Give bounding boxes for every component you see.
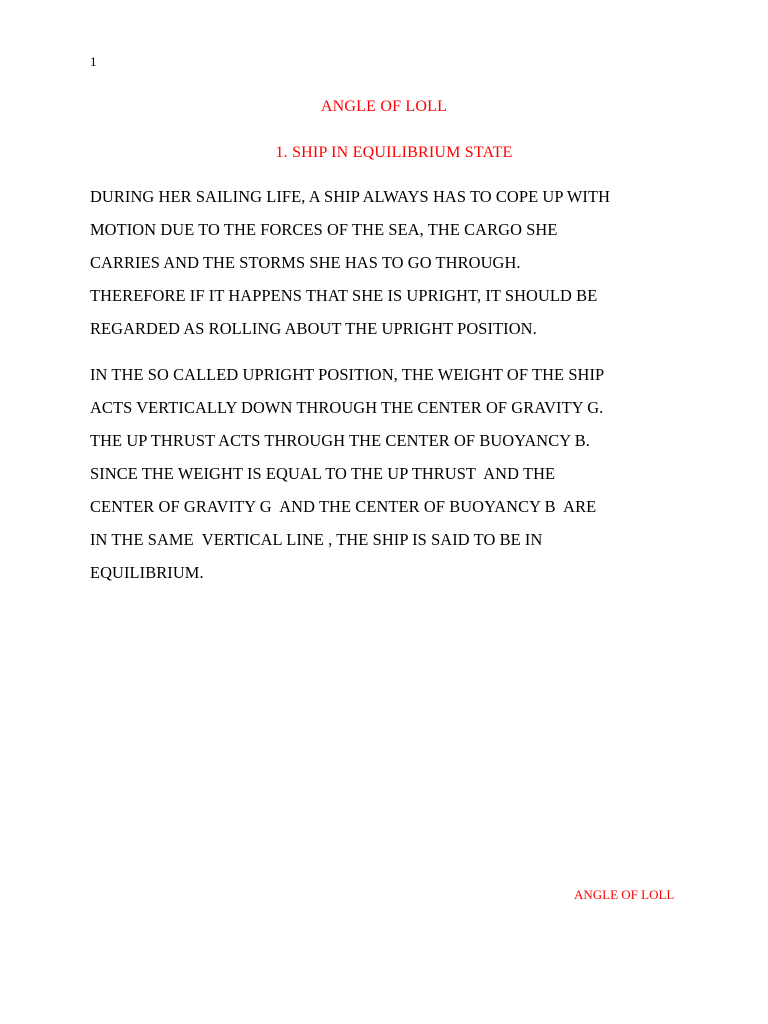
paragraph-line: THEREFORE IF IT HAPPENS THAT SHE IS UPRIGHT, IT SHOULD BE: [90, 286, 598, 305]
page-footer: ANGLE OF LOLL: [574, 887, 675, 902]
paragraph-line: IN THE SO CALLED UPRIGHT POSITION, THE WEIGHT OF THE SHIP: [90, 365, 605, 384]
section-heading: 1. SHIP IN EQUILIBRIUM STATE: [275, 144, 513, 161]
document-title: ANGLE OF LOLL: [320, 98, 448, 115]
page-number: 1: [90, 54, 97, 69]
paragraph-line: EQUILIBRIUM.: [90, 563, 204, 582]
paragraph-line: CARRIES AND THE STORMS SHE HAS TO GO THROUGH.: [90, 253, 521, 272]
paragraph-line: CENTER OF GRAVITY G AND THE CENTER OF BUOYANCY B ARE: [90, 497, 597, 516]
paragraph-line: MOTION DUE TO THE FORCES OF THE SEA, THE CARGO SHE: [90, 220, 558, 239]
paragraph-ship-motion: [90, 180, 690, 345]
paragraph-line: DURING HER SAILING LIFE, A SHIP ALWAYS HAS TO COPE UP WITH: [90, 187, 611, 206]
paragraph-line: REGARDED AS ROLLING ABOUT THE UPRIGHT POSITION.: [90, 319, 537, 338]
paragraph-line: SINCE THE WEIGHT IS EQUAL TO THE UP THRUST AND THE: [90, 464, 556, 483]
paragraph-line: ACTS VERTICALLY DOWN THROUGH THE CENTER OF GRAVITY G.: [90, 398, 604, 417]
paragraph-line: THE UP THRUST ACTS THROUGH THE CENTER OF BUOYANCY B.: [90, 431, 591, 450]
paragraph-equilibrium: [90, 358, 690, 589]
paragraph-line: IN THE SAME VERTICAL LINE , THE SHIP IS SAID TO BE IN: [90, 530, 543, 549]
